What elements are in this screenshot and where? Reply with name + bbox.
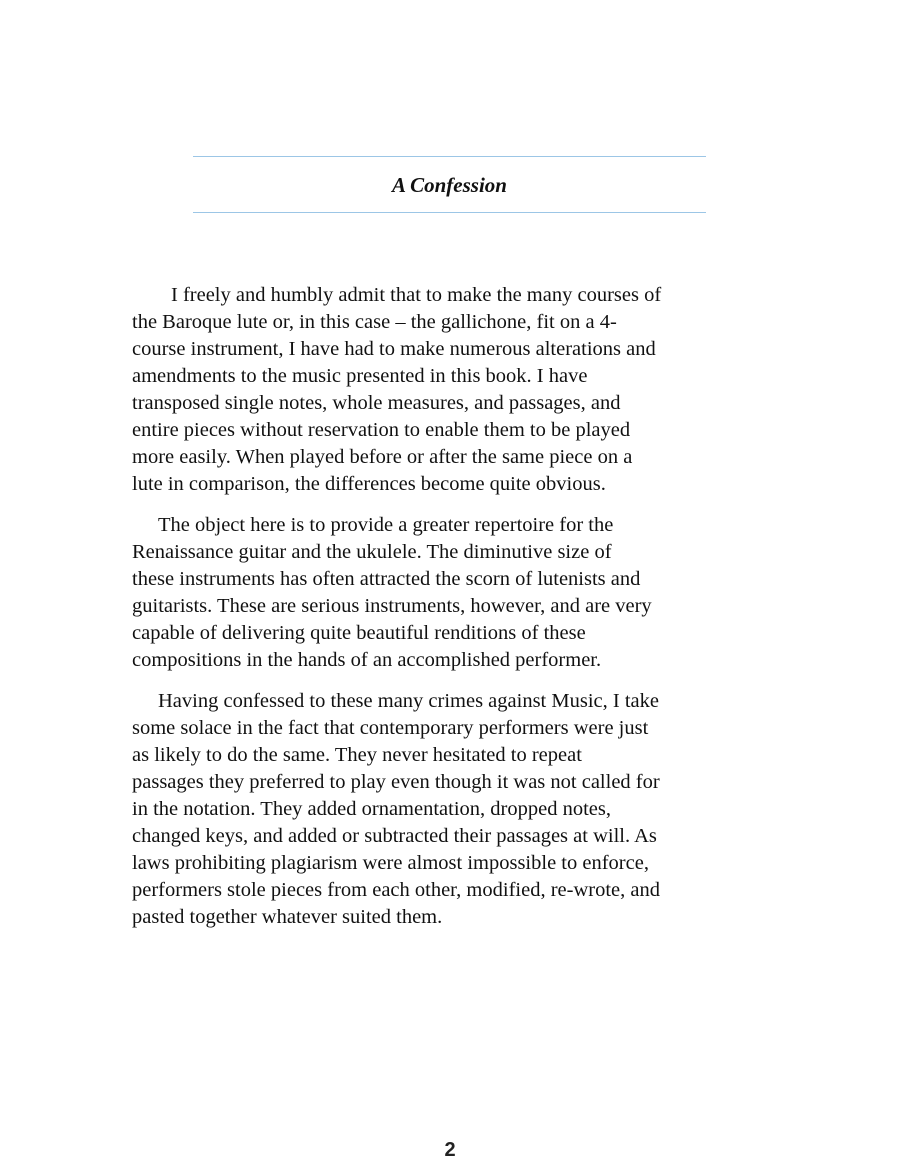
paragraph-2: The object here is to provide a greater repertoire for the Renaissance guitar and the ukulele. The diminutive size of these instruments has often attracted the scorn of lutenists and guitarists. These are serious instruments, however, and are very capable of delivering quite beautiful renditions of these compositions in the hands of an accomplished performer. [132,514,652,671]
chapter-title: A Confession [392,173,507,197]
page-number: 2 [444,1139,456,1161]
paragraph-3: Having confessed to these many crimes against Music, I take some solace in the fact that contemporary performers were just as likely to do the same. They never hesitated to repeat passages they preferred to play even though it was not called for in the notation. They added ornamentation, dropped notes, changed keys, and added or subtracted their passages at will. As laws prohibiting plagiarism were almost impossible to enforce, performers stole pieces from each other, modified, re-wrote, and pasted together whatever suited them. [132,690,660,928]
paragraph-1: I freely and humbly admit that to make the many courses of the Baroque lute or, in this case – the gallichone, fit on a 4- course instrument, I have had to make numerous alterations and amendments to the music presented in this book. I have transposed single notes, whole measures, and passages, and entire pieces without reservation to enable them to be played more easily. When played before or after the same piece on a lute in comparison, the differences become quite obvious. [132,284,662,495]
title-rule-bottom [193,212,706,213]
title-rule-top [193,156,706,157]
body-text [132,282,772,945]
